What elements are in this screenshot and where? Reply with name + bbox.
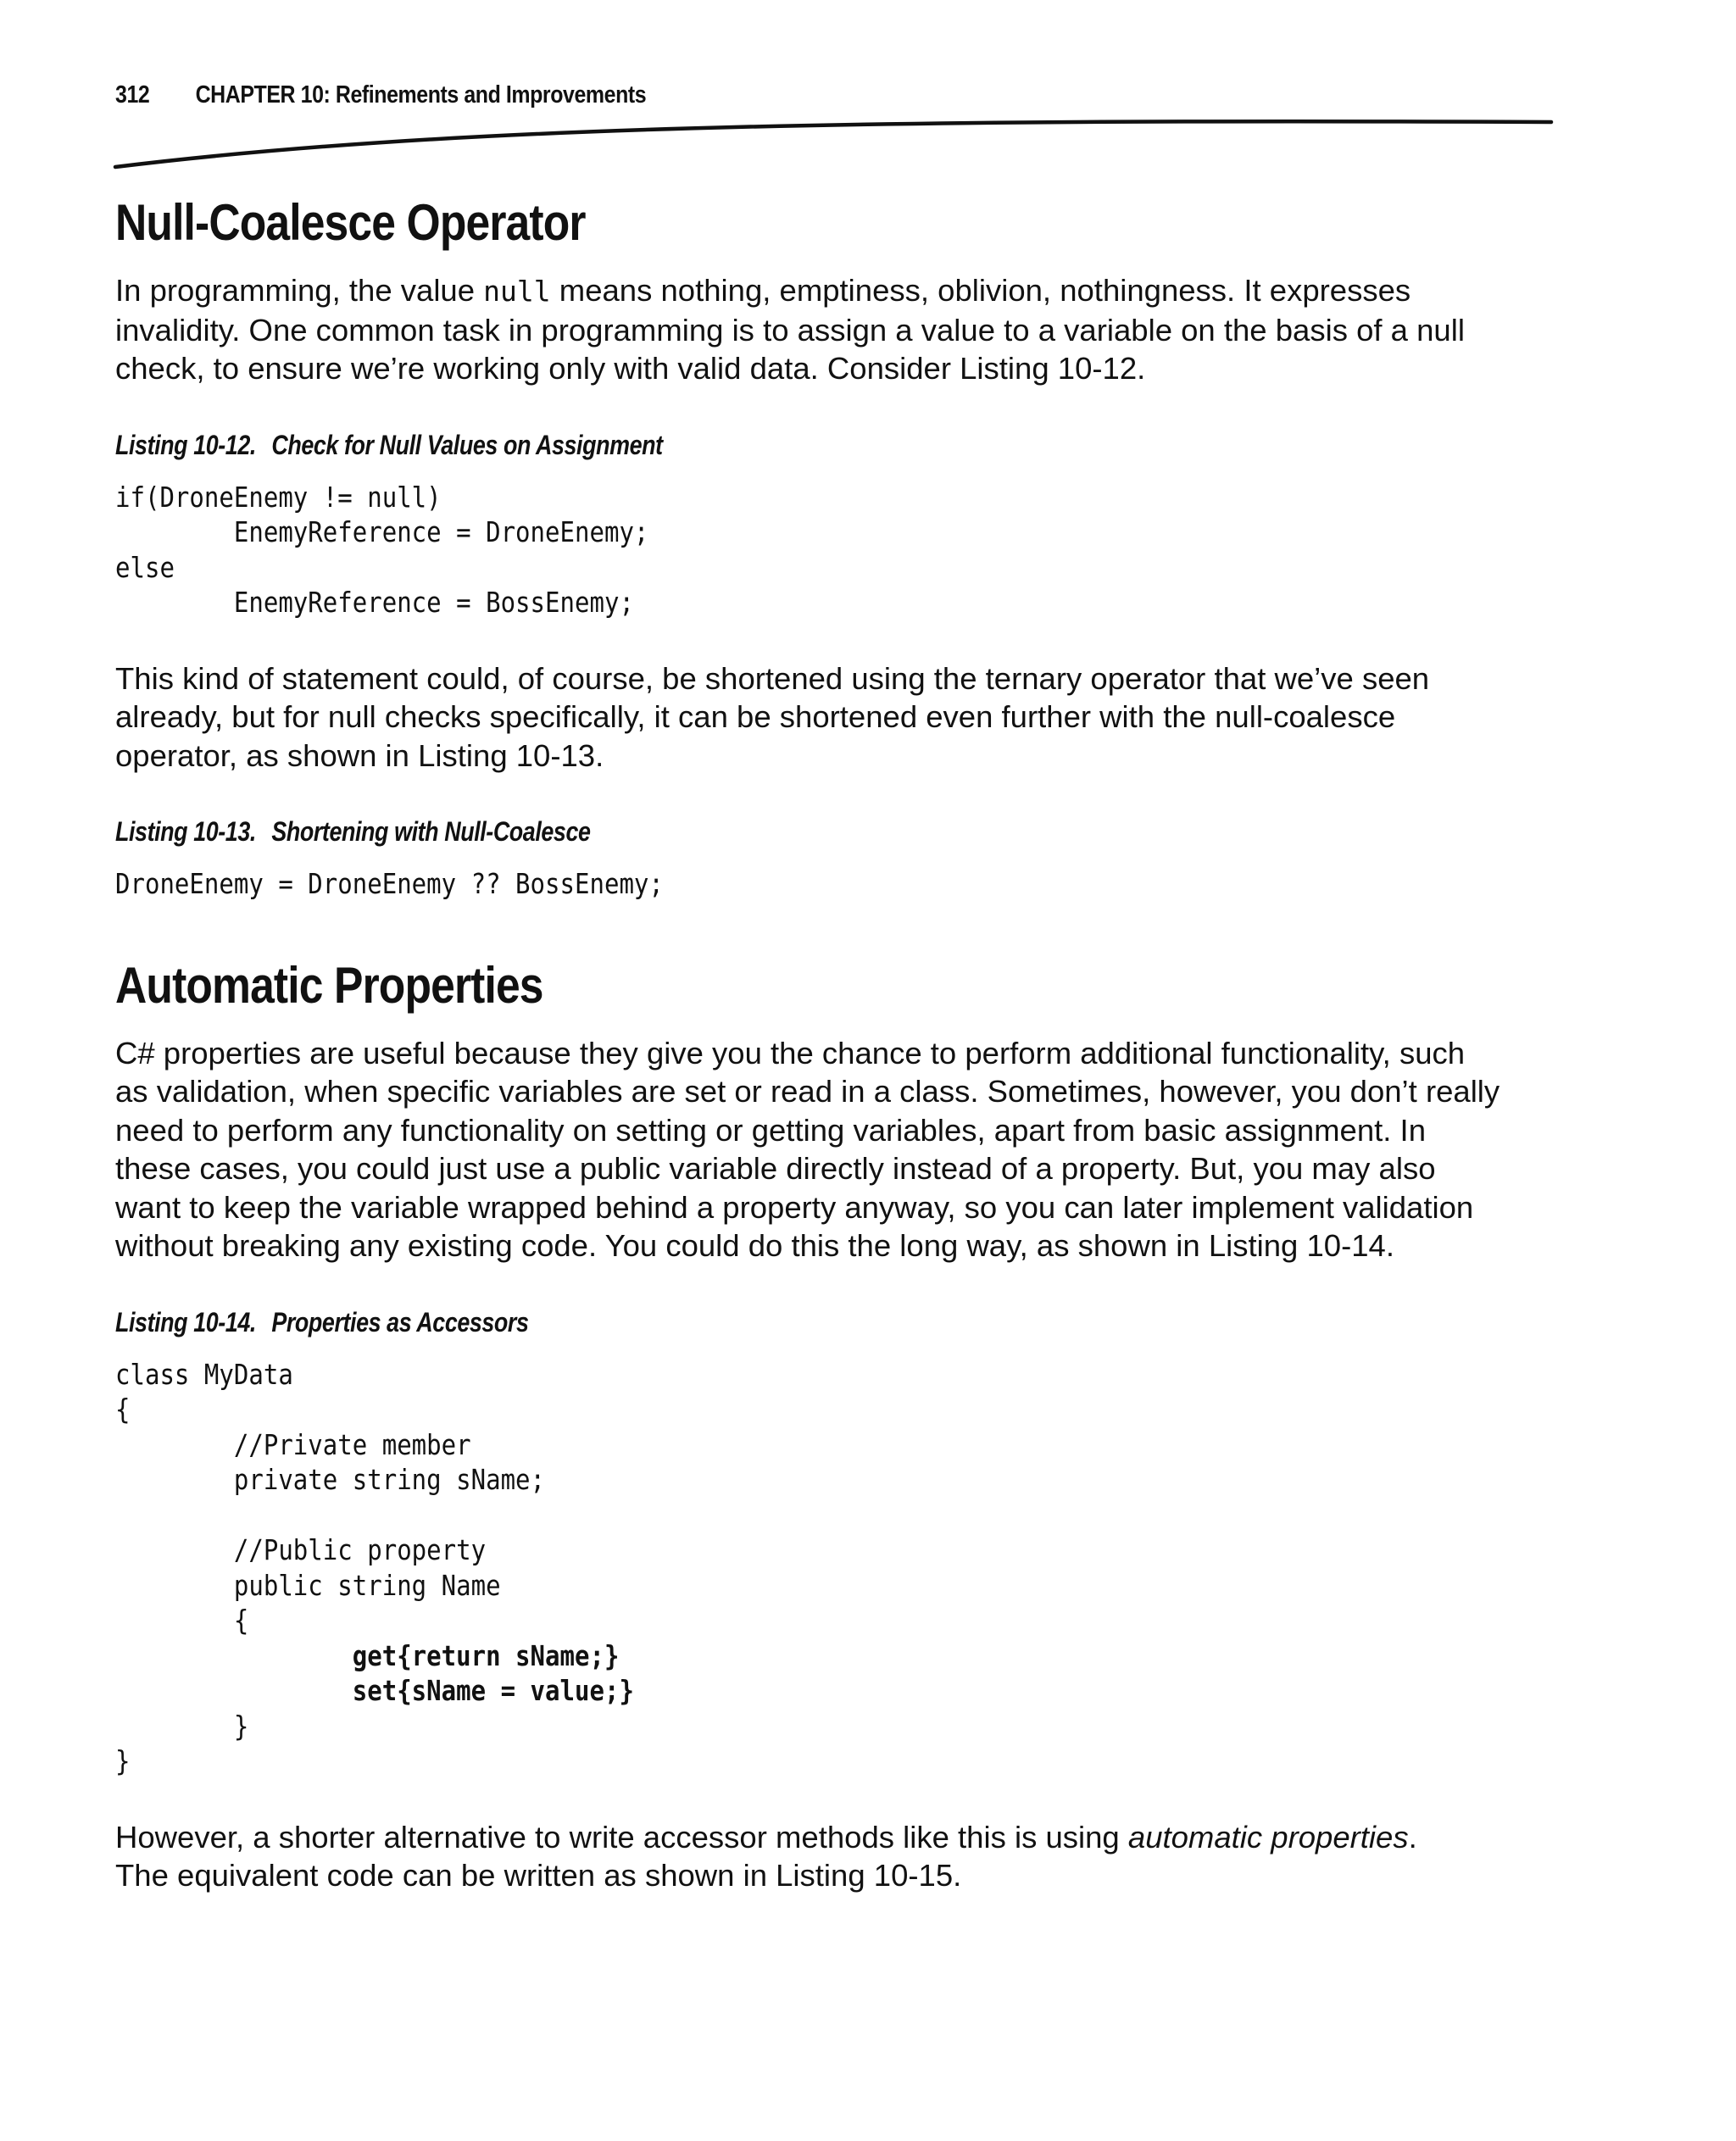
page-content [115,193,1556,1895]
code-listing-10-14: class MyData { //Private member private string sName; //Public property public string Name { get{return sName;} set{sName = value;} } } [115,1357,634,1777]
page-number: 312 [115,81,150,108]
running-head [115,81,646,109]
code-listing-10-12: if(DroneEnemy != null) EnemyReference = DroneEnemy; else EnemyReference = BossEnemy; [115,480,649,619]
code-listing-10-13: DroneEnemy = DroneEnemy ?? BossEnemy; [115,867,664,900]
inline-code-null: null [483,275,551,308]
listing-caption-10-14: Listing 10-14. Properties as Accessors [115,1306,529,1337]
code-bold-setter: set{sName = value;} [115,1674,634,1707]
code-bold-getter: get{return sName;} [115,1638,620,1672]
emphasis-automatic-properties: automatic properties [1127,1819,1409,1855]
chapter-title: CHAPTER 10: Refinements and Improvements [195,81,647,108]
paragraph-ternary: This kind of statement could, of course, be shortened using the ternary operator that we’ve seen already, but for null checks specifically, it can be shortened even further with the null-coalesce operator, as shown in Listing 10-13. [115,660,1430,773]
section-heading-null-coalesce: Null-Coalesce Operator [115,194,586,251]
listing-caption-10-12: Listing 10-12. Check for Null Values on Assignment [115,429,663,460]
section-heading-automatic-properties: Automatic Properties [115,956,543,1014]
paragraph-properties-intro: C# properties are useful because they give you the chance to perform additional functionality, such as validation, when specific variables are set or read in a class. Sometimes, however, you don’t really need to perform any functionality on setting or getting variables, apart from basic assignment. In these cases, you could just use a public variable directly instead of a property. But, you may also want to keep the variable wrapped behind a property anyway, so you can later implement validation without breaking any existing code. You could do this the long way, as shown in Listing 10-14. [115,1035,1500,1263]
listing-caption-10-13: Listing 10-13. Shortening with Null-Coalesce [115,816,591,847]
paragraph-null-intro: In programming, the value null means nothing, emptiness, oblivion, nothingness. It expresses invalidity. One common task in programming is to assign a value to a variable on the basis of a null check, to ensure we’re working only with valid data. Consider Listing 10-12. [115,273,1465,386]
paragraph-automatic-properties: However, a shorter alternative to write accessor methods like this is using automatic properties. The equivalent code can be written as shown in Listing 10-15. [115,1819,1417,1893]
